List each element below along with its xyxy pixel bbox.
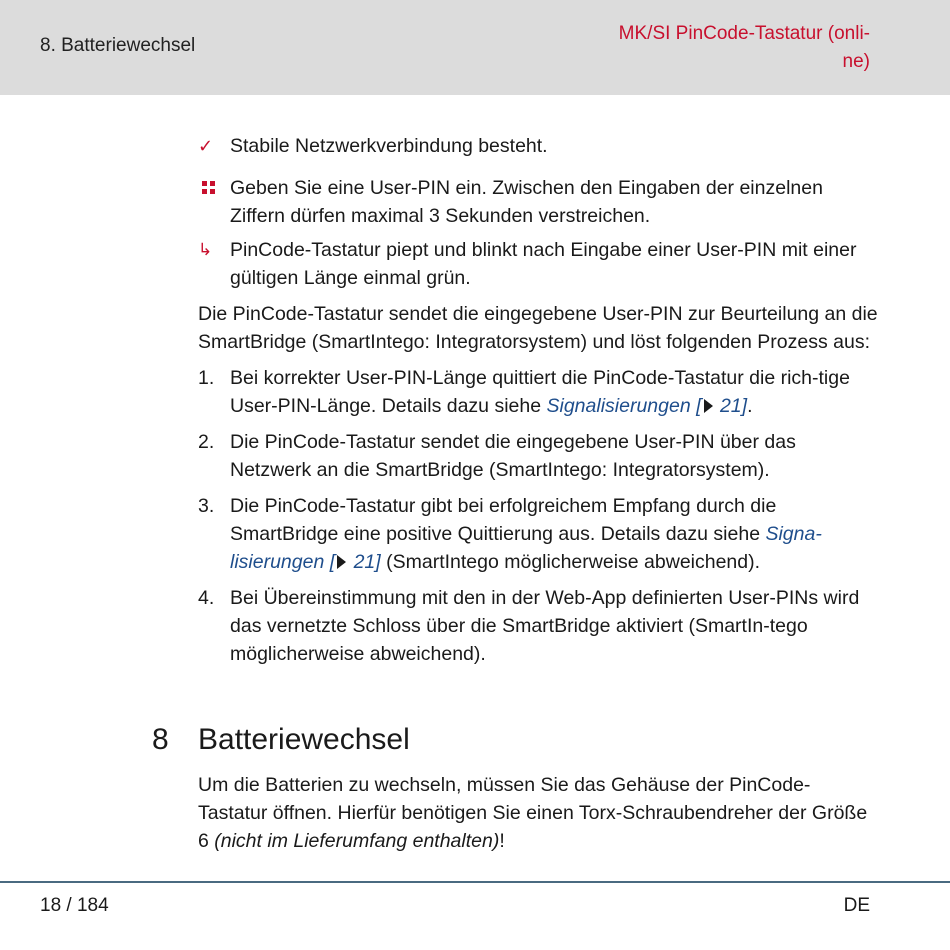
section-paragraph: Um die Batterien zu wechseln, müssen Sie das Gehäuse der PinCode-Tastatur öffnen. Hierfür benötigen Sie einen Torx-Schraubendreher der Größe 6 (nicht im Lieferumfang enthalten)!	[198, 774, 868, 852]
result-item	[198, 236, 878, 292]
list-item	[198, 492, 878, 576]
italic-note: (nicht im Lieferumfang enthalten)	[214, 830, 500, 852]
result-arrow-icon: ↳	[198, 240, 213, 259]
section-heading	[152, 723, 410, 757]
step-text: Bei Übereinstimmung mit den in der Web-App definierten User-PINs wird das vernetzte Schloss über die SmartBridge aktiviert (SmartIn-tego möglicherweise abweichend).	[230, 587, 860, 665]
page-number: 18 / 184	[40, 895, 109, 916]
requirement-item	[198, 132, 878, 160]
list-item	[198, 428, 878, 484]
action-text: Geben Sie eine User-PIN ein. Zwischen den Eingaben der einzelnen Ziffern dürfen maximal 3 Sekunden verstreichen.	[230, 177, 823, 227]
requirement-text: Stabile Netzwerkverbindung besteht.	[230, 135, 548, 157]
step-number: 4.	[198, 587, 215, 609]
step-number: 2.	[198, 431, 215, 453]
main-content	[198, 132, 878, 668]
section-number: 8	[152, 723, 169, 756]
step-number: 3.	[198, 495, 215, 517]
page-arrow-icon	[704, 399, 713, 413]
section-title: Batteriewechsel	[198, 723, 410, 756]
action-step-icon	[202, 181, 215, 194]
result-text: PinCode-Tastatur piept und blinkt nach Eingabe einer User-PIN mit einer gültigen Länge einmal grün.	[230, 239, 857, 289]
header-chapter: 8. Batteriewechsel	[40, 35, 196, 56]
check-icon: ✓	[198, 136, 214, 156]
header-product: MK/SI PinCode-Tastatur (onli- ne)	[618, 23, 870, 72]
language-code: DE	[843, 895, 870, 916]
step-text: Die PinCode-Tastatur sendet die eingegebene User-PIN über das Netzwerk an die SmartBridge (SmartIntego: Integratorsystem).	[230, 431, 796, 481]
section-body	[198, 771, 878, 855]
step-number: 1.	[198, 367, 215, 389]
page-arrow-icon	[337, 555, 346, 569]
list-item	[198, 364, 878, 420]
step-text: Die PinCode-Tastatur gibt bei erfolgreichem Empfang durch die SmartBridge eine positive Quittierung aus. Details dazu siehe Signa-lisierungen [ 21] (SmartIntego möglicherweise abweichend).	[230, 495, 822, 573]
cross-reference-link[interactable]: Signalisierungen [ 21]	[546, 395, 748, 417]
footer-divider	[0, 881, 950, 883]
cross-reference-link[interactable]: Signa-lisierungen [ 21]	[230, 523, 822, 573]
list-item	[198, 584, 878, 668]
action-item	[198, 174, 878, 230]
step-text: Bei korrekter User-PIN-Länge quittiert die PinCode-Tastatur die rich-tige User-PIN-Länge. Details dazu siehe Signalisierungen [ 21].	[230, 367, 850, 417]
page-header	[0, 0, 950, 95]
intro-paragraph: Die PinCode-Tastatur sendet die eingegebene User-PIN zur Beurteilung an die SmartBridge (SmartIntego: Integratorsystem) und löst folgenden Prozess aus:	[198, 303, 878, 353]
